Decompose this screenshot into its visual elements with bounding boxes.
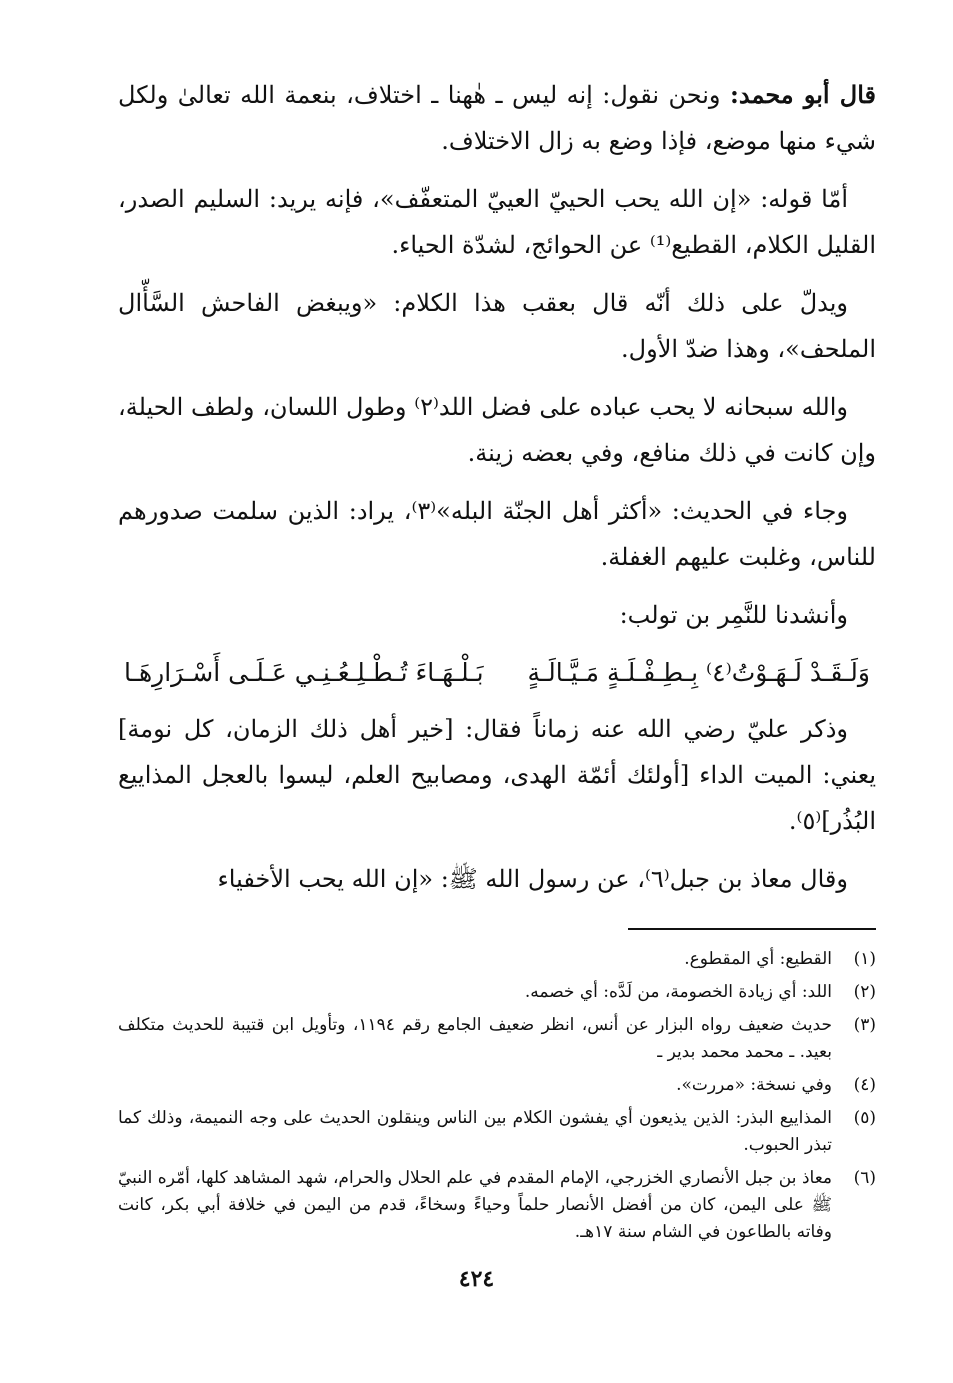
footnote-number: (٢) <box>853 982 876 1002</box>
verse-first-hemistich: وَلَـقَـدْ لَـهَـوْتُ⁽٤⁾ بِـطِـفْـلَـةٍ مَـيَّـالَـةٍ <box>527 658 870 687</box>
footnote-item <box>118 1072 876 1099</box>
paragraph-7: وذكر عليّ رضي الله عنه زماناً فقال: [خير أهل ذلك الزمان، كل نومة] يعني: الميت الداء [أولئك أئمّة الهدى، ومصابيح العلم، ليسوا بالعجل المذاييع البُذُر]⁽٥⁾. <box>118 715 876 835</box>
footnote-item <box>118 979 876 1006</box>
footnotes <box>118 946 876 1246</box>
footnote-text: وفي نسخة: «مررت». <box>676 1075 832 1095</box>
footnote-item <box>118 1165 876 1246</box>
footnote-text: القطيع: أي المقطوع. <box>684 949 832 969</box>
paragraph-3: ويدلّ على ذلك أنّه قال بعقب هذا الكلام: «ويبغض الفاحش السَّأّال الملحف»، وهذا ضدّ الأول. <box>118 289 876 363</box>
paragraph-2: أمّا قوله: «إن الله يحب الحييّ العييّ المتعفّف»، فإنه يريد: السليم الصدر، القليل الكلام، القطيع⁽¹⁾ عن الحوائج، لشدّة الحياء. <box>118 185 876 259</box>
paragraph-1-text: ونحن نقول: إنه ليس ـ هٰهنا ـ اختلاف، بنعمة الله تعالىٰ ولكل شيء منها موضع، فإذا وضع به زال الاختلاف. <box>118 81 876 155</box>
paragraph-5: وجاء في الحديث: «أكثر أهل الجنّة البله»⁽٣⁾، يراد: الذين سلمت صدورهم للناس، وغلبت عليهم الغفلة. <box>118 497 876 571</box>
footnote-number: (٥) <box>853 1108 876 1128</box>
main-text <box>118 72 876 902</box>
footnote-number: (٦) <box>853 1168 876 1188</box>
speaker-name: قال أبو محمد: <box>729 80 877 109</box>
paragraph-4: والله سبحانه لا يحب عباده على فضل اللد⁽٢⁾ وطول اللسان، ولطف الحيلة، وإن كانت في ذلك منافع، وفي بعضه زينة. <box>118 393 876 467</box>
poetry-verse <box>118 650 876 696</box>
paragraph-8: وقال معاذ بن جبل⁽٦⁾، عن رسول الله ﷺ: «إن الله يحب الأخفياء <box>217 865 848 893</box>
footnote-number: (٤) <box>853 1075 876 1095</box>
footnote-number: (٣) <box>853 1015 876 1035</box>
footnote-text: حديث ضعيف رواه البزار عن أنس، انظر ضعيف الجامع رقم ١١٩٤، وتأويل ابن قتيبة للحديث متكلف بعيد. ـ محمد محمد بدير ـ <box>118 1015 833 1062</box>
page-number: ٤٢٤ <box>458 1266 495 1292</box>
footnote-number: (١) <box>853 949 876 969</box>
paragraph-6: وأنشدنا للنَّمِر بن تولب: <box>619 601 848 629</box>
footnote-text: اللد: أي زيادة الخصومة، من لَدَّه: أي خصمه. <box>524 982 832 1002</box>
footnote-divider <box>628 928 876 930</box>
footnote-item <box>118 1105 876 1159</box>
verse-second-hemistich: بَـلْـهَـاءَ تُـطْـلِـعُـنِـي عَـلَـى أَسْـرَارِهَـا <box>124 658 484 687</box>
footnote-item <box>118 946 876 973</box>
footnote-item <box>118 1012 876 1066</box>
book-page <box>118 72 876 1312</box>
footnote-text: المذاييع البذر: الذين يذيعون أي يفشون الكلام بين الناس وينقلون الحديث على وجه النميمة، وذلك كما تبذر الحبوب. <box>118 1108 832 1155</box>
paragraph-1 <box>118 72 876 164</box>
footnote-text: معاذ بن جبل الأنصاري الخزرجي، الإمام المقدم في علم الحلال والحرام، شهد المشاهد كلها، أمّره النبيّ ﷺ على اليمن، كان من أفضل الأنصار حلماً وحياءً وسخاءً، قدم من اليمن في خلافة أبي بكر، كانت وفاته بالطاعون في الشام سنة ١٧هـ. <box>118 1168 832 1242</box>
